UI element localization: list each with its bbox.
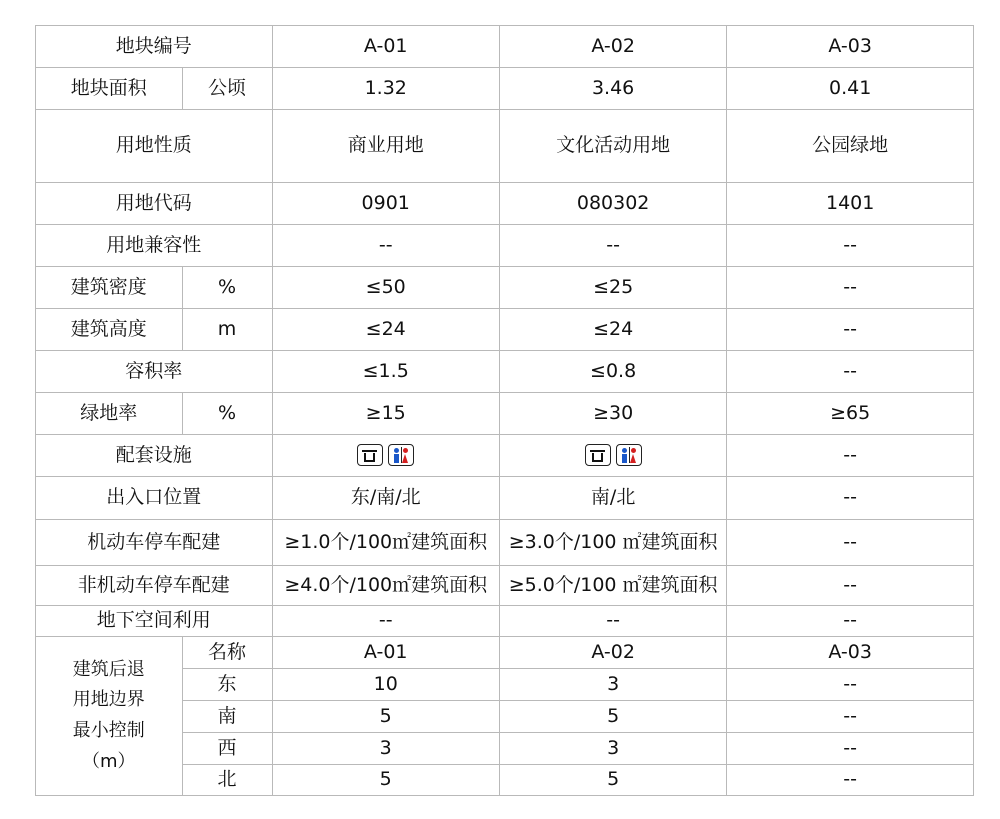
motor-parking-a01: ≥1.0个/100㎡建筑面积 xyxy=(272,520,499,566)
row-motor-parking xyxy=(36,520,974,566)
label-plot-area: 地块面积 xyxy=(36,68,183,110)
land-use-a02: 文化活动用地 xyxy=(499,110,726,183)
underground-a02: -- xyxy=(499,606,726,637)
facilities-a01 xyxy=(272,435,499,477)
label-facilities: 配套设施 xyxy=(36,435,273,477)
row-plot-number xyxy=(36,26,974,68)
setback-a01: 3 xyxy=(272,733,499,765)
green-a02: ≥30 xyxy=(499,393,726,435)
setback-a02: 5 xyxy=(499,701,726,733)
label-green-ratio: 绿地率 xyxy=(36,393,183,435)
setback-dir: 南 xyxy=(182,701,272,733)
setback-label-line: 建筑后退 xyxy=(72,658,145,680)
setback-a02: 3 xyxy=(499,669,726,701)
motor-parking-a02: ≥3.0个/100 ㎡建筑面积 xyxy=(499,520,726,566)
setback-a03: -- xyxy=(727,701,974,733)
label-land-use: 用地性质 xyxy=(36,110,273,183)
label-building-density: 建筑密度 xyxy=(36,267,183,309)
row-entrance xyxy=(36,477,974,520)
land-use-a03: 公园绿地 xyxy=(727,110,974,183)
unit-green-ratio: % xyxy=(182,393,272,435)
land-code-a01: 0901 xyxy=(272,183,499,225)
restroom-icon xyxy=(388,444,414,466)
far-a01: ≤1.5 xyxy=(272,351,499,393)
land-code-a03: 1401 xyxy=(727,183,974,225)
trash-bin-icon xyxy=(357,444,383,466)
trash-bin-icon xyxy=(585,444,611,466)
underground-a01: -- xyxy=(272,606,499,637)
bike-parking-a01: ≥4.0个/100㎡建筑面积 xyxy=(272,566,499,606)
plot-area-a02: 3.46 xyxy=(499,68,726,110)
height-a01: ≤24 xyxy=(272,309,499,351)
row-underground xyxy=(36,606,974,637)
label-building-height: 建筑高度 xyxy=(36,309,183,351)
plot-area-a03: 0.41 xyxy=(727,68,974,110)
plot-number-a02: A-02 xyxy=(499,26,726,68)
far-a03: -- xyxy=(727,351,974,393)
row-building-height xyxy=(36,309,974,351)
bike-parking-a03: -- xyxy=(727,566,974,606)
density-a01: ≤50 xyxy=(272,267,499,309)
plot-number-a03: A-03 xyxy=(727,26,974,68)
setback-header-a03: A-03 xyxy=(727,637,974,669)
row-building-density xyxy=(36,267,974,309)
label-underground: 地下空间利用 xyxy=(36,606,273,637)
land-plot-control-table xyxy=(35,25,974,796)
row-setback-header xyxy=(36,637,974,669)
setback-a01: 5 xyxy=(272,701,499,733)
label-land-compatibility: 用地兼容性 xyxy=(36,225,273,267)
entrance-a02: 南/北 xyxy=(499,477,726,520)
facilities-a03: -- xyxy=(727,435,974,477)
row-land-compatibility xyxy=(36,225,974,267)
setback-a02: 5 xyxy=(499,765,726,796)
plot-number-a01: A-01 xyxy=(272,26,499,68)
row-floor-area-ratio xyxy=(36,351,974,393)
row-bike-parking xyxy=(36,566,974,606)
underground-a03: -- xyxy=(727,606,974,637)
row-land-use xyxy=(36,110,974,183)
setback-header-a01: A-01 xyxy=(272,637,499,669)
entrance-a03: -- xyxy=(727,477,974,520)
green-a01: ≥15 xyxy=(272,393,499,435)
setback-dir: 西 xyxy=(182,733,272,765)
motor-parking-a03: -- xyxy=(727,520,974,566)
setback-a01: 5 xyxy=(272,765,499,796)
green-a03: ≥65 xyxy=(727,393,974,435)
setback-label-line: （m） xyxy=(82,750,136,772)
compat-a01: -- xyxy=(272,225,499,267)
setback-name-header: 名称 xyxy=(182,637,272,669)
setback-a03: -- xyxy=(727,765,974,796)
setback-dir: 北 xyxy=(182,765,272,796)
density-a02: ≤25 xyxy=(499,267,726,309)
far-a02: ≤0.8 xyxy=(499,351,726,393)
row-plot-area xyxy=(36,68,974,110)
setback-label-line: 用地边界 xyxy=(72,689,145,711)
setback-label-line: 最小控制 xyxy=(72,720,145,741)
setback-header-a02: A-02 xyxy=(499,637,726,669)
setback-a03: -- xyxy=(727,733,974,765)
label-motor-parking: 机动车停车配建 xyxy=(36,520,273,566)
setback-a02: 3 xyxy=(499,733,726,765)
unit-plot-area: 公顷 xyxy=(182,68,272,110)
row-land-code xyxy=(36,183,974,225)
compat-a02: -- xyxy=(499,225,726,267)
label-bike-parking: 非机动车停车配建 xyxy=(36,566,273,606)
row-facilities xyxy=(36,435,974,477)
row-green-ratio xyxy=(36,393,974,435)
setback-a01: 10 xyxy=(272,669,499,701)
unit-building-density: % xyxy=(182,267,272,309)
setback-a03: -- xyxy=(727,669,974,701)
compat-a03: -- xyxy=(727,225,974,267)
unit-building-height: m xyxy=(182,309,272,351)
label-floor-area-ratio: 容积率 xyxy=(36,351,273,393)
land-use-a01: 商业用地 xyxy=(272,110,499,183)
height-a02: ≤24 xyxy=(499,309,726,351)
height-a03: -- xyxy=(727,309,974,351)
label-plot-number: 地块编号 xyxy=(36,26,273,68)
label-entrance: 出入口位置 xyxy=(36,477,273,520)
bike-parking-a02: ≥5.0个/100 ㎡建筑面积 xyxy=(499,566,726,606)
facilities-a02 xyxy=(499,435,726,477)
plot-area-a01: 1.32 xyxy=(272,68,499,110)
land-code-a02: 080302 xyxy=(499,183,726,225)
setback-dir: 东 xyxy=(182,669,272,701)
entrance-a01: 东/南/北 xyxy=(272,477,499,520)
restroom-icon xyxy=(616,444,642,466)
label-land-code: 用地代码 xyxy=(36,183,273,225)
density-a03: -- xyxy=(727,267,974,309)
setback-label xyxy=(36,637,183,796)
